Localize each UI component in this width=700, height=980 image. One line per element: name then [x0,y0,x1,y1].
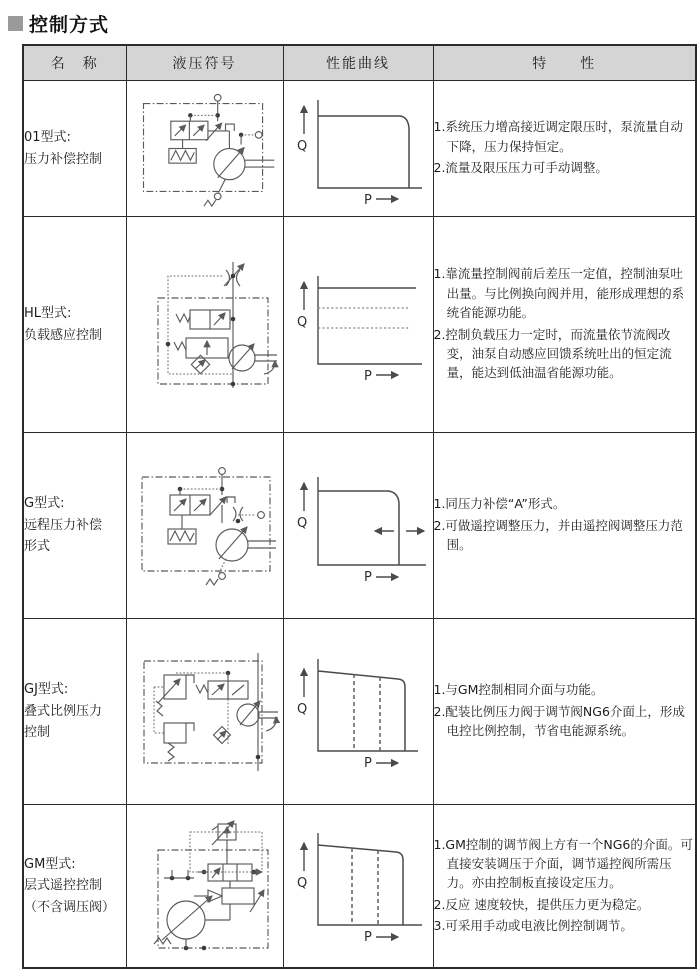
type-name-line: 01型式: [24,130,71,146]
type-name-line: 层式遥控控制 [24,878,103,894]
page-header [8,10,700,37]
q-axis-label: Q [296,515,307,531]
characteristic-item: 2.可做遥控调整压力，并由遥控阀调整压力范围。 [433,517,683,553]
table-row-g [23,433,696,619]
type-name-line: 形式 [24,539,51,555]
table-row-gj [23,619,696,805]
q-axis-label: Q [296,876,307,891]
type-name-cell [23,217,126,433]
performance-curve-chart-g [284,467,434,585]
performance-curve-chart-gj [284,653,434,771]
type-name-line: 控制 [24,725,51,741]
characteristics-cell [433,619,696,805]
table-row-01 [23,81,696,217]
performance-curve-chart-gm [284,827,434,945]
performance-curve-cell [283,433,433,619]
hydraulic-symbol-cell [126,619,283,805]
performance-curve-chart-01 [284,90,434,208]
characteristic-item: 1.系统压力增高接近调定限压时，泵流量自动下降，压力保持恒定。 [433,119,683,154]
p-axis-label: P [363,569,372,585]
type-name-line: 负载感应控制 [24,327,103,343]
characteristics-cell [433,805,696,969]
page-title: 控制方式 [29,14,110,36]
characteristic-item: 2.反应 速度较快，提供压力更为稳定。 [433,896,650,912]
type-name-line: GM型式: [24,856,76,872]
col-header-hydraulic-symbol: 液压符号 [126,45,283,81]
hydraulic-symbol-cell [126,217,283,433]
type-name-line: （不含调压阀） [24,899,116,915]
performance-curve-cell [283,217,433,433]
type-name-line: 压力补偿控制 [24,151,103,167]
characteristic-item: 1.靠流量控制阀前后差压一定值，控制油泵吐出量。与比例换向阀并用，能形成理想的系统省能源功能。 [433,266,685,321]
hydraulic-symbol-cell [126,805,283,969]
p-axis-label: P [363,755,372,771]
control-methods-table [22,44,697,969]
type-name-line: 叠式比例压力 [24,703,103,719]
hydraulic-symbol-diagram-gm [130,818,280,954]
type-name-line: GJ型式: [24,682,69,698]
col-header-performance-curve: 性能曲线 [283,45,433,81]
performance-curve-chart-hl [284,266,434,384]
hydraulic-symbol-diagram-hl [130,256,280,394]
type-name-line: 远程压力补偿 [24,517,103,533]
characteristic-item: 2.控制负载压力一定时，而流量依节流阀改变，油泵自动感应回馈系统吐出的恒定流量，能达到低油温省能源功能。 [433,326,672,381]
characteristic-item: 1.同压力补偿“A”形式。 [433,496,566,512]
table-row-hl [23,217,696,433]
q-axis-label: Q [296,701,307,717]
characteristic-item: 3.可采用手动或电液比例控制调节。 [433,918,633,934]
q-axis-label: Q [296,314,307,330]
col-header-name: 名 称 [23,45,126,81]
type-name-line: HL型式: [24,306,72,322]
table-row-gm [23,805,696,969]
hydraulic-symbol-cell [126,433,283,619]
characteristic-item: 2.配装比例压力阀于调节阀NG6介面上，形成电控比例控制，节省电能源系统。 [433,703,685,739]
performance-curve-cell [283,81,433,217]
characteristics-cell [433,81,696,217]
characteristic-item: 2.流量及限压压力可手动调整。 [433,160,608,176]
p-axis-label: P [363,368,372,384]
col-header-characteristics: 特 性 [433,45,696,81]
hydraulic-symbol-cell [126,81,283,217]
title-square-icon [8,16,23,31]
performance-curve-cell [283,805,433,969]
performance-curve-cell [283,619,433,805]
q-axis-label: Q [296,138,307,154]
hydraulic-symbol-diagram-01 [130,88,280,210]
characteristics-cell [433,433,696,619]
hydraulic-symbol-diagram-gj [130,649,280,775]
p-axis-label: P [363,192,372,208]
characteristic-item: 1.GM控制的调节阀上方有一个NG6的介面。可直接安装调压于介面，调节遥控阀所需压力。亦由控制板直接设定压力。 [433,836,693,891]
type-name-cell [23,619,126,805]
type-name-cell [23,433,126,619]
type-name-line: G型式: [24,496,65,512]
hydraulic-symbol-diagram-g [130,463,280,589]
characteristic-item: 1.与GM控制相同介面与功能。 [433,682,604,698]
characteristics-cell [433,217,696,433]
table-header-row [23,45,696,81]
type-name-cell [23,81,126,217]
p-axis-label: P [363,930,372,945]
type-name-cell [23,805,126,969]
